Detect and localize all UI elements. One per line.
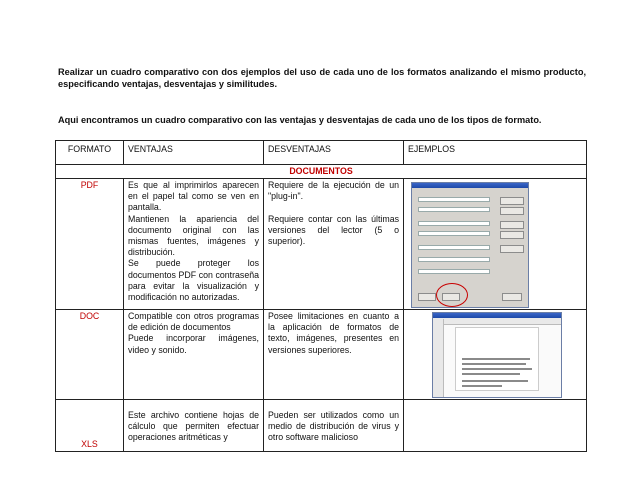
header-disadvantages: DESVENTAJAS xyxy=(264,141,404,165)
advantages-text: Es que al imprimirlos aparecen en el papel tal como se ven en pantalla. Mantienen la apariencia del documento original con las mismas fuentes, imágenes y distribución. Se puede proteger los documentos PDF con contraseña para evitar la visualización y modificación no autorizadas. xyxy=(128,180,259,303)
section-title: DOCUMENTOS xyxy=(56,165,587,179)
advantages-cell xyxy=(124,400,264,452)
header-format: FORMATO xyxy=(56,141,124,165)
format-name: DOC xyxy=(56,310,124,400)
word-document-screenshot xyxy=(432,312,562,398)
disadvantages-text: Pueden ser utilizados como un medio de distribución de virus y otro software malicioso xyxy=(268,410,399,443)
disadvantages-cell xyxy=(264,310,404,400)
advantages-text: Este archivo contiene hojas de cálculo que permiten efectuar operaciones aritméticas y xyxy=(128,410,259,443)
header-examples: EJEMPLOS xyxy=(404,141,587,165)
table-row-doc xyxy=(56,310,587,400)
header-advantages: VENTAJAS xyxy=(124,141,264,165)
advantages-cell xyxy=(124,310,264,400)
example-cell xyxy=(404,179,587,310)
format-name: PDF xyxy=(56,179,124,310)
comparison-table xyxy=(55,140,587,452)
disadvantages-cell xyxy=(264,400,404,452)
example-cell xyxy=(404,310,587,400)
header-row xyxy=(56,141,587,165)
section-row xyxy=(56,165,587,179)
subtitle-paragraph: Aqui encontramos un cuadro comparativo con las ventajas y desventajas de cada uno de los tipos de formato. xyxy=(58,115,542,125)
advantages-cell xyxy=(124,179,264,310)
table-row-xls xyxy=(56,400,587,452)
format-name: XLS xyxy=(56,400,124,452)
advantages-text: Compatible con otros programas de edición de documentos Puede incorporar imágenes, video y sonido. xyxy=(128,311,259,355)
disadvantages-cell xyxy=(264,179,404,310)
disadvantages-text: Requiere de la ejecución de un "plug-in". Requiere contar con las últimas versiones del lector (5 o superior). xyxy=(268,180,399,247)
intro-paragraph: Realizar un cuadro comparativo con dos ejemplos del uso de cada uno de los formatos analizando el mismo producto, especificando ventajas, desventajas y similitudes. xyxy=(58,67,586,89)
table-row-pdf xyxy=(56,179,587,310)
disadvantages-text: Posee limitaciones en cuanto a la aplicación de formatos de texto, imágenes, presentes en versiones superiores. xyxy=(268,311,399,355)
example-cell xyxy=(404,400,587,452)
pdf-dialog-screenshot xyxy=(411,182,529,308)
highlight-circle xyxy=(436,283,468,307)
